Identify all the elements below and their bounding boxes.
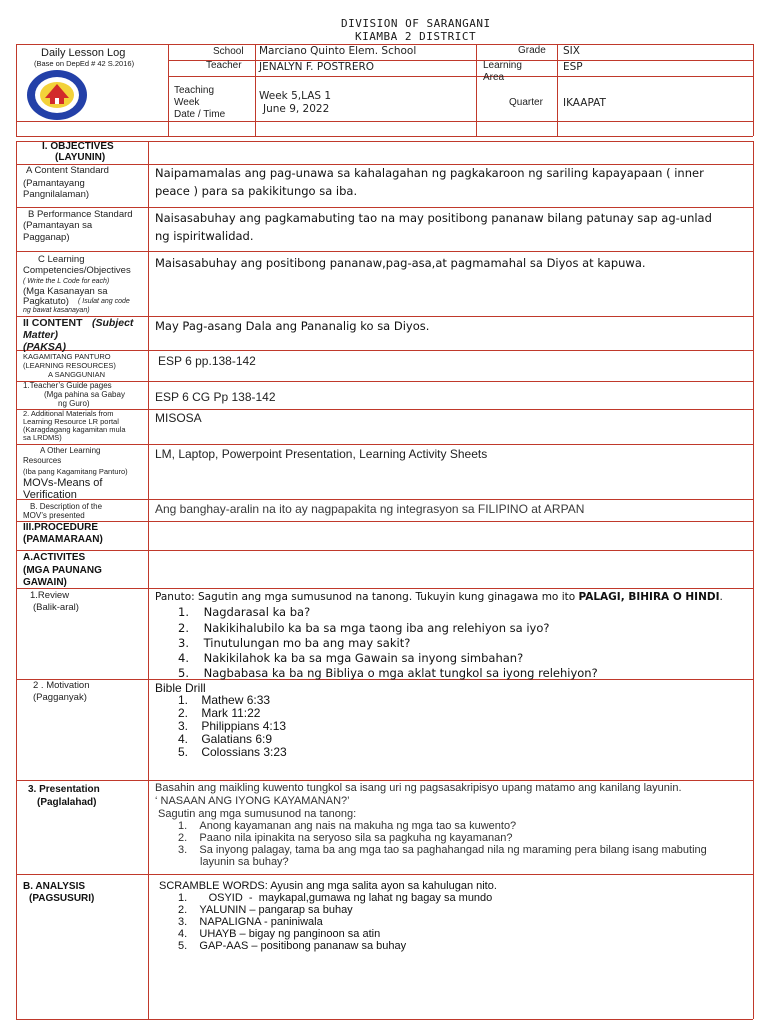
learning-area-label-1: Learning (483, 60, 522, 71)
learning-competencies-label: C Learning (38, 254, 85, 265)
presentation-item: 3. Sa inyong palagay, tama ba ang mga tao sa paghahangad nila ng maraming pera bilang isang mabuting (178, 844, 707, 856)
content-label-2: (Subject (92, 317, 134, 329)
mov-description-text: Ang banghay-aralin na ito ay nagpapakita ng integrasyon sa FILIPINO at ARPAN (155, 502, 585, 516)
content-label-3: Matter) (23, 329, 59, 341)
learning-resources-label-2: (LEARNING RESOURCES) (23, 361, 116, 370)
teacher-value: JENALYN F. POSTRERO (259, 61, 375, 73)
date-time-label: Date / Time (174, 109, 226, 120)
presentation-questions-intro: Sagutin ang mga sumusunod na tanong: (158, 808, 357, 820)
movs-label: MOVs-Means of (23, 477, 103, 489)
additional-materials-label-2: Learning Resource LR portal (23, 417, 119, 426)
content-standard-label-2: (Pamantayang (23, 178, 85, 189)
review-instructions-bold: PALAGI, BIHIRA O HINDI (578, 591, 720, 603)
activities-subheading: (MGA PAUNANG (23, 565, 102, 576)
teachers-guide-label-3: ng Guro) (58, 399, 90, 408)
other-resources-label-3: (Iba pang Kagamitang Panturo) (23, 467, 128, 476)
mov-description-label: B. Description of the (30, 502, 103, 511)
learning-competencies-label-3: ( Write the L Code for each) (23, 278, 110, 285)
review-item: 1. Nagdarasal ka ba? (178, 605, 311, 619)
content-label-4: (PAKSA) (23, 341, 66, 353)
analysis-item: 2. YALUNIN – pangarap sa buhay (178, 904, 353, 916)
school-value: Marciano Quinto Elem. School (259, 45, 417, 57)
review-item: 3. Tinutulungan mo ba ang may sakit? (178, 636, 411, 650)
teaching-label: Teaching (174, 85, 215, 96)
teachers-guide-label: 1.Teacher’s Guide pages (23, 381, 112, 390)
grade-label: Grade (518, 45, 546, 56)
motivation-item: 2. Mark 11:22 (178, 706, 261, 720)
learning-resources-label: KAGAMITANG PANTURO (23, 352, 111, 361)
motivation-item: 1. Mathew 6:33 (178, 693, 271, 707)
learning-competencies-label-6: ( Isulat ang code (78, 298, 130, 305)
learning-competencies-label-7: ng bawat kasanayan) (23, 307, 90, 314)
other-resources-text: LM, Laptop, Powerpoint Presentation, Learning Activity Sheets (155, 447, 488, 461)
review-instructions-end: . (719, 591, 723, 603)
school-label: School (213, 46, 244, 57)
learning-area-value: ESP (563, 61, 583, 73)
learning-competencies-label-4: (Mga Kasanayan sa (23, 286, 108, 297)
presentation-label-2: (Paglalahad) (37, 797, 97, 808)
district-title: KIAMBA 2 DISTRICT (355, 30, 477, 43)
quarter-value: IKAAPAT (563, 97, 606, 109)
motivation-title: Bible Drill (155, 681, 206, 695)
quarter-label: Quarter (509, 97, 543, 108)
teachers-guide-label-2: (Mga pahina sa Gabay (44, 390, 125, 399)
review-instructions (155, 591, 723, 603)
presentation-story-title: ‘ NASAAN ANG IYONG KAYAMANAN?’ (155, 795, 350, 807)
content-label: II CONTENT (23, 317, 83, 329)
content-standard-label-3: Pangnilalaman) (23, 189, 90, 200)
teachers-guide-text: ESP 6 CG Pp 138-142 (155, 390, 276, 404)
additional-materials-label: 2. Additional Materials from (23, 409, 114, 418)
movs-label-2: Verification (23, 489, 77, 501)
learning-resources-label-3: A SANGGUNIAN (48, 370, 106, 379)
review-instructions-text: Panuto: Sagutin ang mga sumusunod na tanong. Tukuyin kung ginagawa mo ito (155, 591, 579, 603)
additional-materials-text: MISOSA (155, 411, 202, 425)
analysis-item: 1. OSYID - maykapal,gumawa ng lahat ng bagay sa mundo (178, 892, 493, 904)
performance-standard-label-3: Pagganap) (23, 232, 70, 243)
performance-standard-text: Naisasabuhay ang pagkamabuting tao na may positibong pananaw bilang patunay sap ag-unlad (155, 211, 712, 225)
week-label: Week (174, 97, 200, 108)
content-standard-text-2: peace ) para sa pakikitungo sa iba. (155, 184, 358, 198)
additional-materials-label-4: sa LRDMS) (23, 433, 62, 442)
content-standard-label: A Content Standard (26, 165, 109, 176)
motivation-label-2: (Pagganyak) (33, 692, 87, 703)
week-value: Week 5,LAS 1 (259, 90, 332, 102)
procedure-heading: III.PROCEDURE (23, 522, 99, 533)
other-resources-label-2: Resources (23, 456, 62, 465)
learning-competencies-label-5: Pagkatuto) (23, 296, 69, 307)
mov-description-label-2: MOV’s presented (23, 511, 85, 520)
analysis-item: 5. GAP-AAS – positibong pananaw sa buhay (178, 940, 407, 952)
teacher-label: Teacher (206, 60, 242, 71)
presentation-item-3-cont: layunin sa buhay? (200, 856, 289, 868)
learning-competencies-text: Maisasabuhay ang positibong pananaw,pag-asa,at pagmamahal sa Diyos at kapuwa. (155, 256, 646, 270)
presentation-label: 3. Presentation (28, 784, 100, 795)
analysis-label-2: (PAGSUSURI) (29, 893, 95, 904)
additional-materials-label-3: (Karagdagang kagamitan mula (23, 425, 126, 434)
activities-heading: A.ACTIVITES (23, 552, 86, 563)
activities-subheading-2: GAWAIN) (23, 577, 67, 588)
date-value: June 9, 2022 (263, 103, 330, 115)
analysis-label: B. ANALYSIS (23, 881, 86, 892)
log-title: Daily Lesson Log (41, 47, 126, 59)
motivation-item: 3. Philippians 4:13 (178, 719, 287, 733)
presentation-item: 1. Anong kayamanan ang nais na makuha ng mga tao sa kuwento? (178, 820, 517, 832)
grade-value: SIX (563, 45, 580, 57)
performance-standard-label: B Performance Standard (28, 209, 133, 220)
content-standard-text: Naipamamalas ang pag-unawa sa kahalagahan ng pagkakaroon ng sariling kapayapaan ( inner (155, 166, 704, 180)
analysis-instructions: SCRAMBLE WORDS: Ayusin ang mga salita ayon sa kahulugan nito. (159, 880, 497, 892)
procedure-subheading: (PAMAMARAAN) (23, 534, 103, 545)
learning-area-label-2: Area (483, 72, 505, 83)
log-subtitle: (Base on DepEd # 42 S.2016) (34, 59, 135, 68)
objectives-heading: I. OBJECTIVES (42, 141, 114, 152)
other-resources-label: A Other Learning (40, 446, 101, 455)
review-item: 4. Nakikilahok ka ba sa mga Gawain sa inyong simbahan? (178, 651, 524, 665)
motivation-label: 2 . Motivation (33, 680, 90, 691)
objectives-subheading: (LAYUNIN) (55, 152, 106, 163)
presentation-text: Basahin ang maikling kuwento tungkol sa isang uri ng pagsasakripisyo upang matamo ang kanilang layunin. (155, 782, 682, 794)
analysis-item: 3. NAPALIGNA - paniniwala (178, 916, 323, 928)
analysis-item: 4. UHAYB – bigay ng panginoon sa atin (178, 928, 381, 940)
learning-competencies-label-2: Competencies/Objectives (23, 265, 131, 276)
school-seal-icon (24, 68, 90, 122)
review-label-2: (Balik-aral) (33, 602, 79, 613)
performance-standard-text-2: ng ispiritwalidad. (155, 229, 254, 243)
motivation-item: 5. Colossians 3:23 (178, 745, 287, 759)
presentation-item: 2. Paano nila ipinakita na seryoso sila sa pagkuha ng kayamanan? (178, 832, 513, 844)
division-title: DIVISION OF SARANGANI (341, 17, 491, 30)
learning-resources-text: ESP 6 pp.138-142 (158, 354, 256, 368)
motivation-item: 4. Galatians 6:9 (178, 732, 273, 746)
review-item: 5. Nagbabasa ka ba ng Bibliya o mga aklat tungkol sa iyong relehiyon? (178, 666, 598, 680)
content-text: May Pag-asang Dala ang Pananalig ko sa Diyos. (155, 319, 430, 333)
review-label: 1.Review (30, 590, 70, 601)
review-item: 2. Nakikihalubilo ka ba sa mga taong iba ang relehiyon sa iyo? (178, 621, 550, 635)
performance-standard-label-2: (Pamantayan sa (23, 220, 93, 231)
